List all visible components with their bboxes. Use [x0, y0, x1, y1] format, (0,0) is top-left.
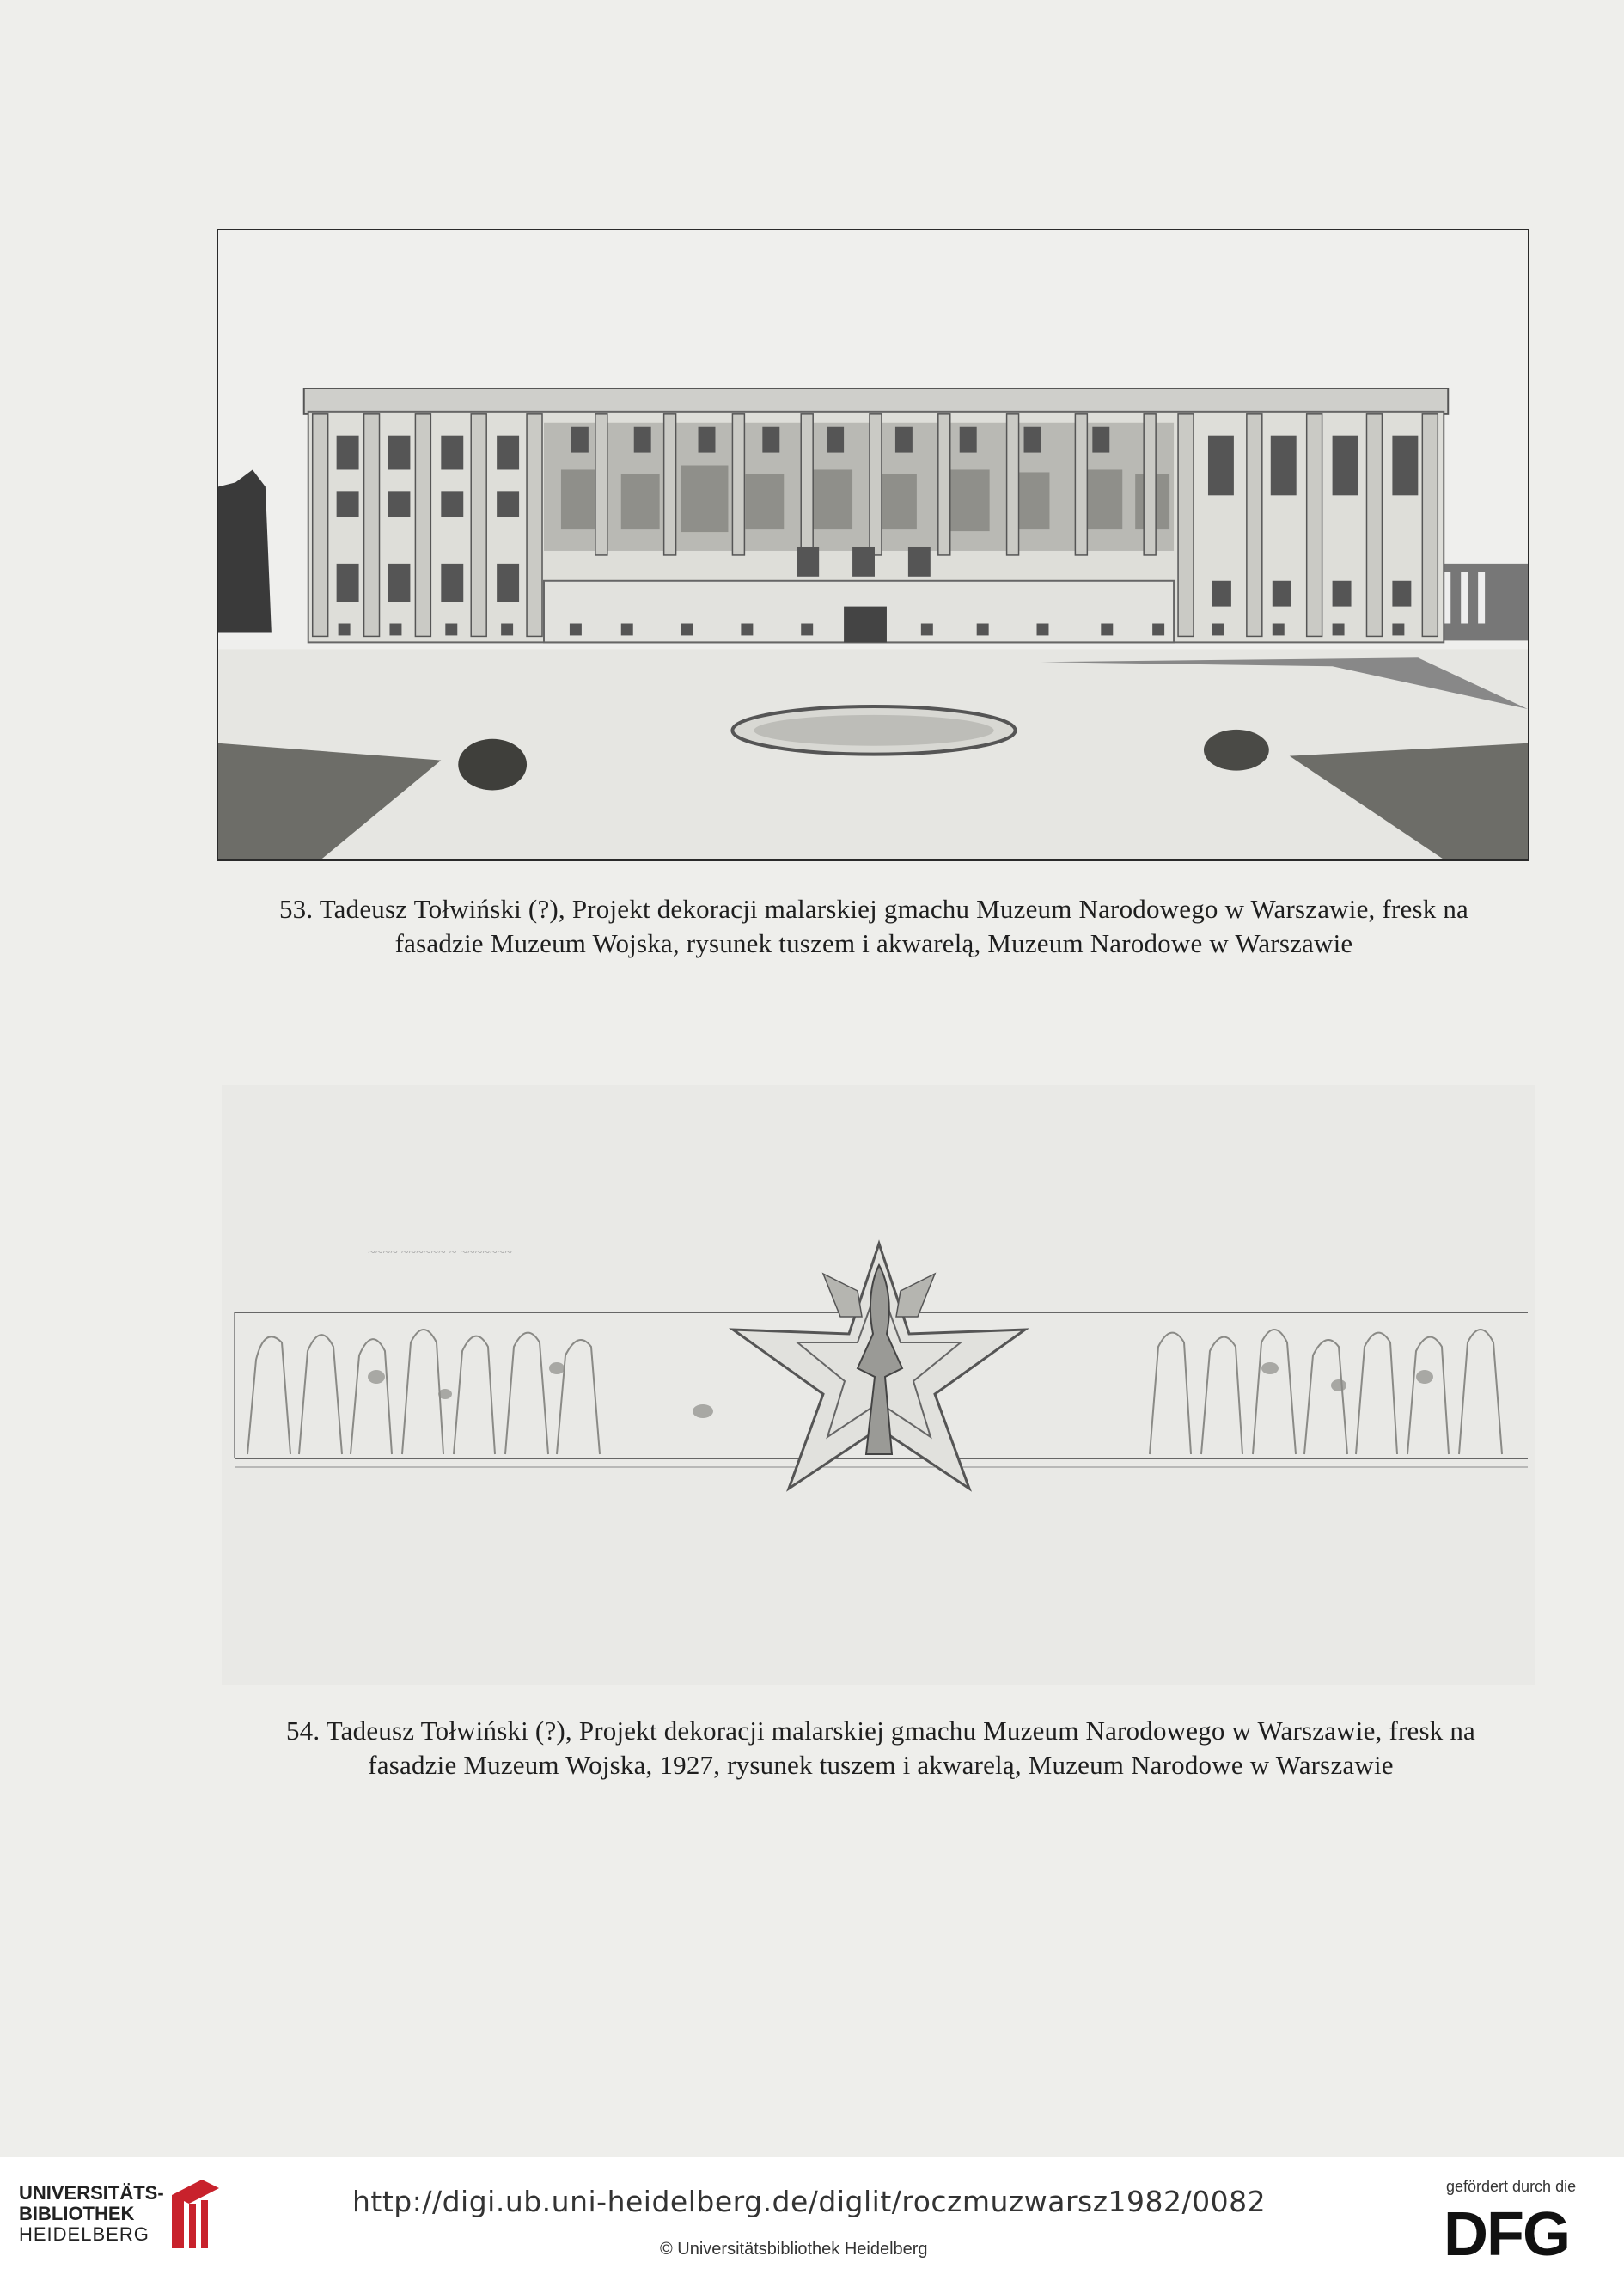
figure-54-caption-line-1: 54. Tadeusz Tołwiński (?), Projekt dekoracji malarskiej gmachu Muzeum Narodowego w Warszawie, fresk na [285, 1715, 1476, 1746]
library-name-line-3: HEIDELBERG [19, 2223, 150, 2245]
figure-53-caption [215, 892, 1533, 961]
dfg-logo-icon [1444, 2202, 1598, 2262]
digitization-footer [0, 2157, 1624, 2281]
library-logo-icon [163, 2178, 223, 2252]
library-name-line-1: UNIVERSITÄTS- [19, 2182, 164, 2204]
dfg-logo-text: DFG [1444, 2202, 1569, 2262]
figure-54-image [222, 1085, 1535, 1685]
figure-53-caption-line-2: fasadzie Muzeum Wojska, rysunek tuszem i akwarelą, Muzeum Narodowe w Warszawie [394, 928, 1353, 958]
svg-text:~~~~ ~~~~~~ ~ ~~~~~~~: ~~~~ ~~~~~~ ~ ~~~~~~~ [368, 1245, 512, 1260]
document-url[interactable]: http://digi.ub.uni-heidelberg.de/diglit/roczmuzwarsz1982/0082 [352, 2185, 1267, 2218]
funder-label: gefördert durch die [1446, 2178, 1577, 2195]
figure-53-caption-line-1: 53. Tadeusz Tołwiński (?), Projekt dekoracji malarskiej gmachu Muzeum Narodowego w Warszawie, fresk na [278, 894, 1469, 924]
copyright-notice: © Universitätsbibliothek Heidelberg [660, 2240, 928, 2259]
museum-facade-drawing [218, 230, 1528, 859]
figure-54-caption-line-2: fasadzie Muzeum Wojska, 1927, rysunek tuszem i akwarelą, Muzeum Narodowe w Warszawie [368, 1750, 1394, 1780]
library-name-line-2: BIBLIOTHEK [19, 2203, 135, 2224]
figure-54-caption [222, 1714, 1540, 1783]
library-name [19, 2183, 164, 2245]
figure-53-image [217, 229, 1529, 861]
frieze-sketch [222, 1085, 1535, 1685]
